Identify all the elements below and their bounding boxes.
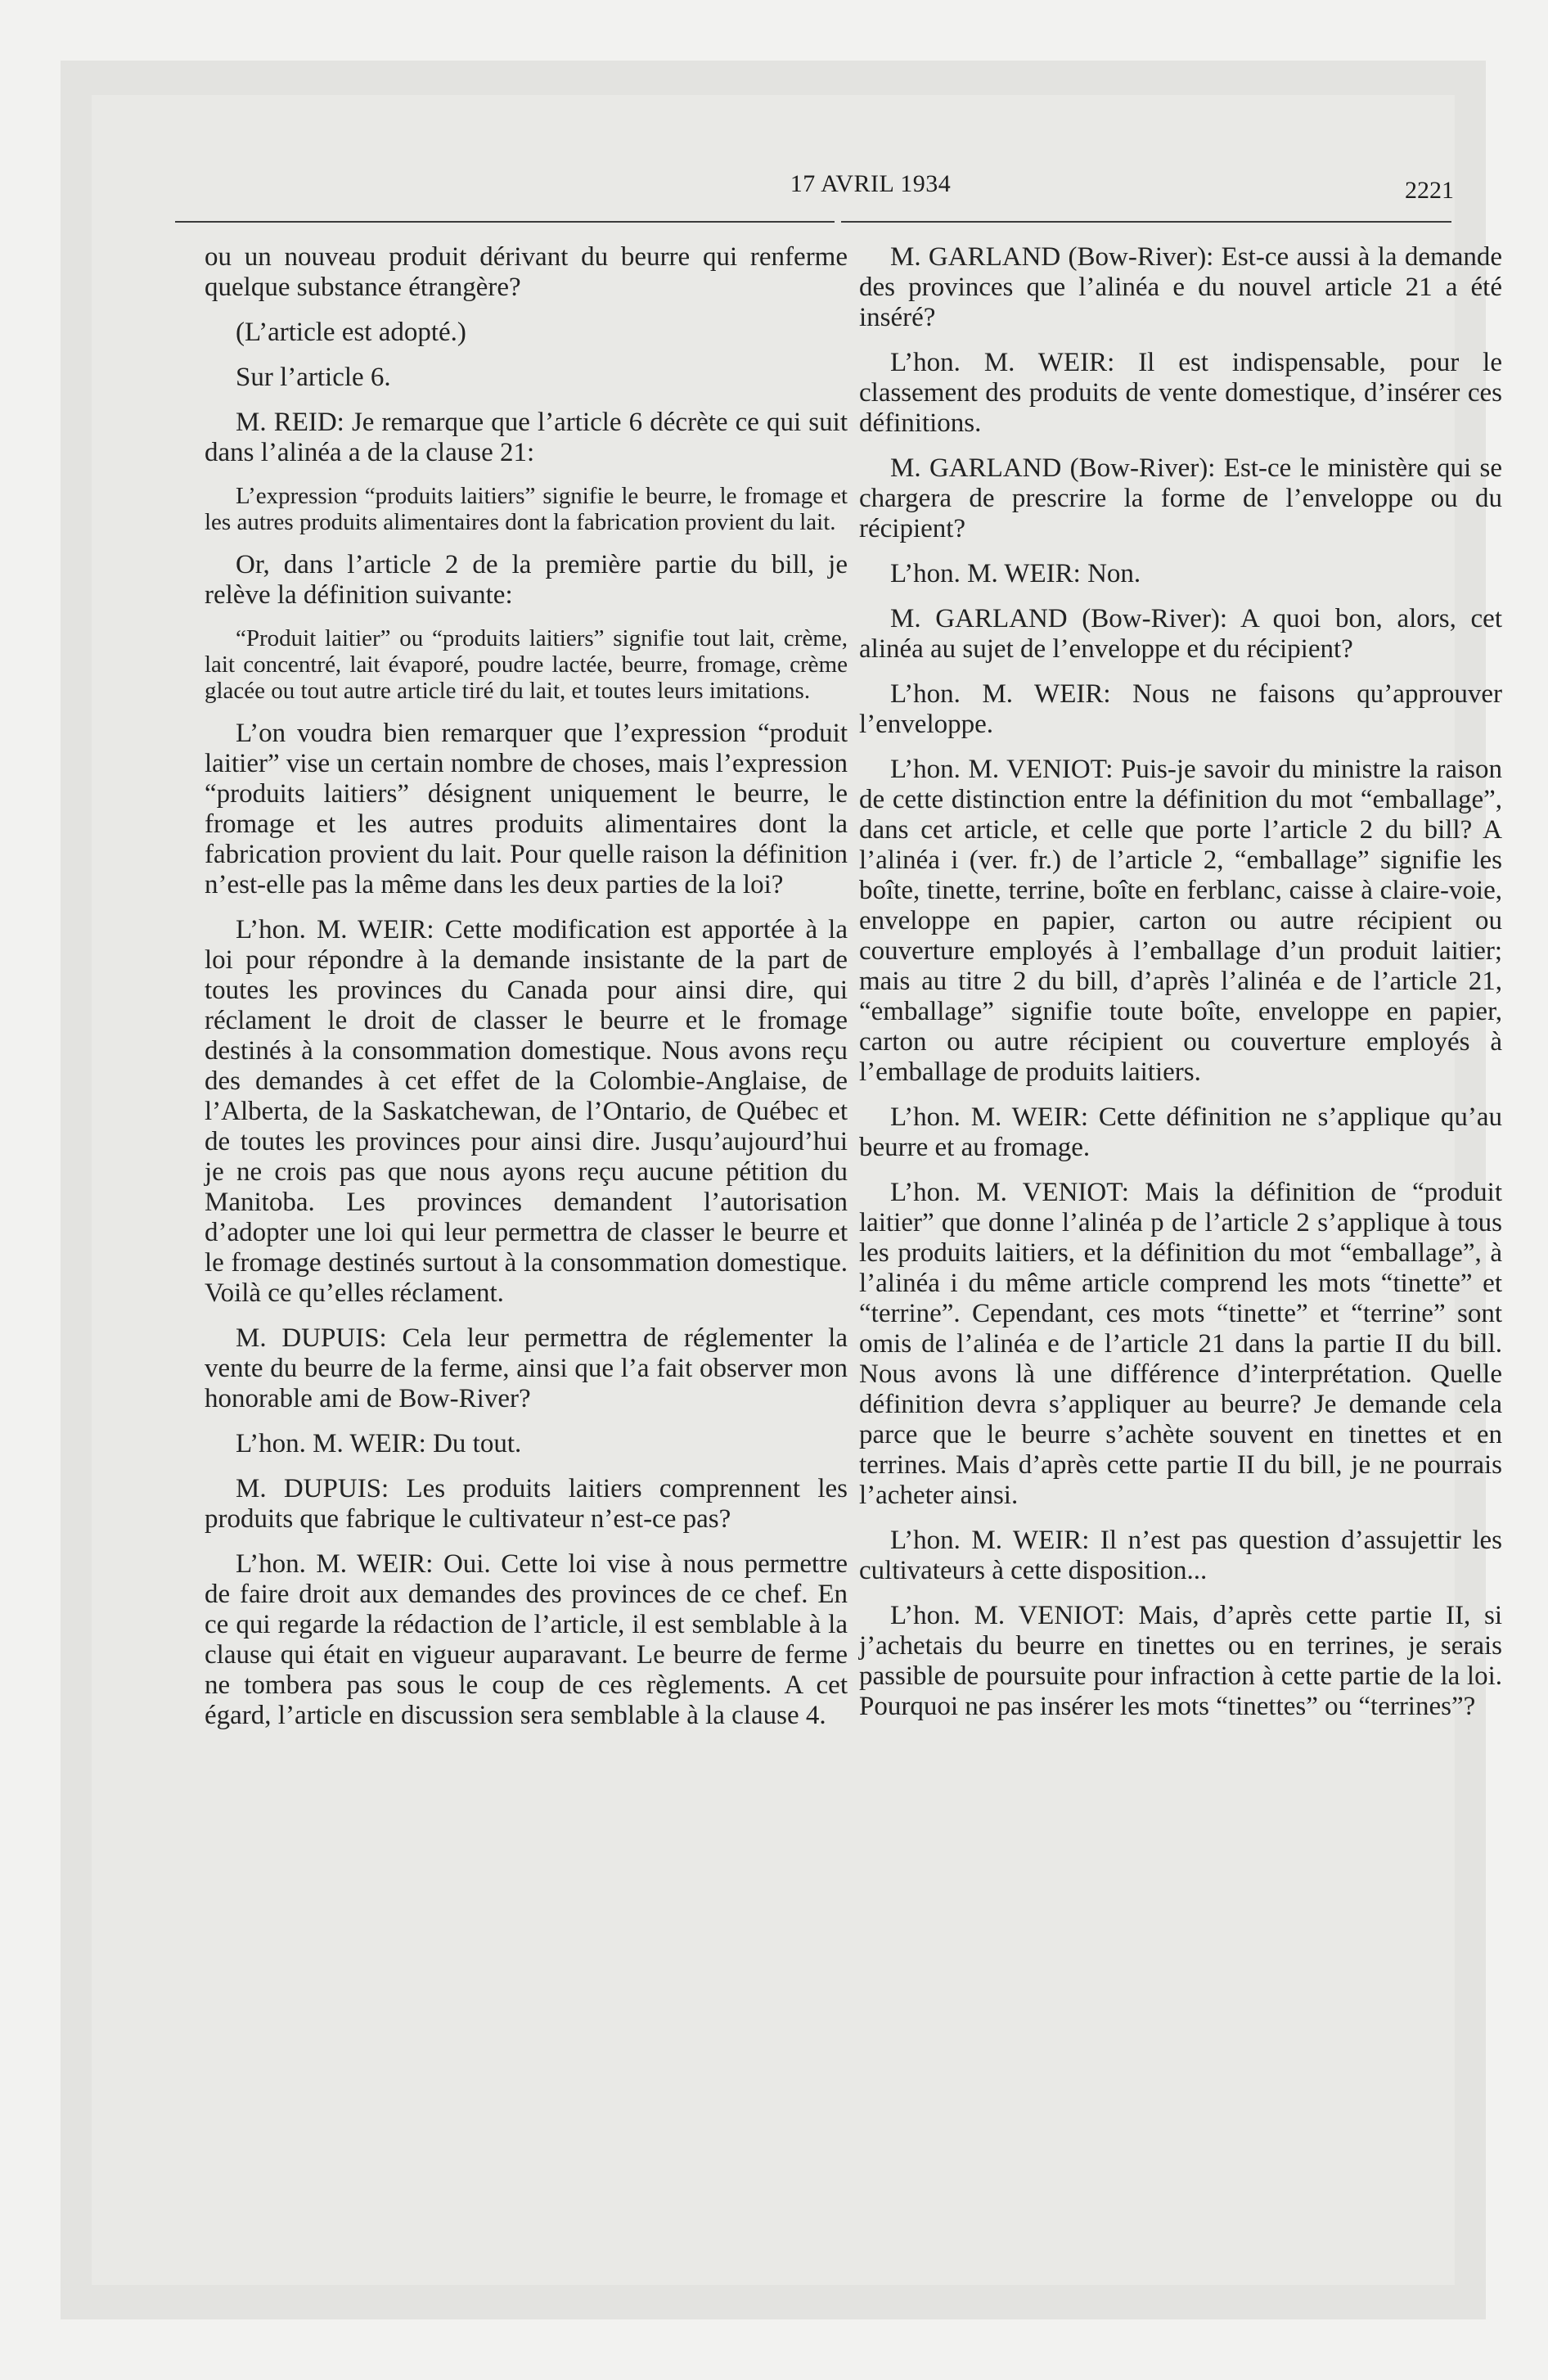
paragraph: M. DUPUIS: Les produits laitiers comprennent les produits que fabrique le cultivateur n’est-ce pas? — [205, 1474, 848, 1534]
paragraph: L’hon. M. WEIR: Non. — [890, 559, 1141, 588]
paragraph: L’hon. M. WEIR: Oui. Cette loi vise à nous permettre de faire droit aux demandes des provinces de ce chef. En ce qui regarde la rédaction de l’article, il est semblable à la clause qui était en vigueur auparavant. Le beurre de ferme ne tombera pas sous le coup de ces règlements. A cet égard, l’article en discussion sera semblable à la clause 4. — [205, 1549, 848, 1730]
paragraph: ou un nouveau produit dérivant du beurre qui renferme quelque substance étrangère? — [205, 242, 848, 302]
header-rule-right — [841, 221, 1451, 223]
left-column — [205, 242, 848, 1746]
page-date: 17 AVRIL 1934 — [790, 170, 952, 197]
paragraph: L’hon. M. WEIR: Du tout. — [236, 1429, 522, 1458]
paragraph: M. DUPUIS: Cela leur permettra de réglementer la vente du beurre de la ferme, ainsi que l’a fait observer mon honorable ami de Bow-River? — [205, 1323, 848, 1413]
right-column — [859, 242, 1502, 1737]
paragraph: L’on voudra bien remarquer que l’expression “produit laitier” vise un certain nombre de choses, mais l’expression “produits laitiers” désignent uniquement le beurre, le fromage et les autres produits alimentaires dont la fabrication provient du lait. Pour quelle raison la définition n’est-elle pas la même dans les deux parties de la loi? — [205, 719, 848, 899]
paragraph: M. GARLAND (Bow-River): Est-ce aussi à la demande des provinces que l’alinéa e du nouvel article 21 a été inséré? — [859, 242, 1502, 332]
paragraph: L’hon. M. WEIR: Cette modification est apportée à la loi pour répondre à la demande insistante de la part de toutes les provinces du Canada pour ainsi dire, qui réclament le droit de classer le beurre et le fromage destinés à la consommation domestique. Nous avons reçu des demandes à cet effet de la Colombie-Anglaise, de l’Alberta, de la Saskatchewan, de l’Ontario, de Québec et de toutes les provinces pour ainsi dire. Jusqu’aujourd’hui je ne crois pas que nous ayons reçu aucune pétition du Manitoba. Les provinces demandent l’autorisation d’adopter une loi qui leur permettra de classer le beurre et le fromage destinés surtout à la consommation domestique. Voilà ce qu’elles réclament. — [205, 915, 848, 1308]
page-number: 2221 — [1405, 177, 1454, 204]
paragraph: L’hon. M. VENIOT: Mais, d’après cette partie II, si j’achetais du beurre en tinettes ou en terrines, je serais passible de poursuite pour infraction à cette partie de la loi. Pourquoi ne pas insérer les mots “tinettes” ou “terrines”? — [859, 1601, 1502, 1721]
quoted-passage: “Produit laitier” ou “produits laitiers” signifie tout lait, crème, lait concentré, lait évaporé, poudre lactée, beurre, fromage, crème glacée ou tout autre article tiré du lait, et toutes leurs imitations. — [205, 625, 848, 704]
paragraph: L’hon. M. WEIR: Nous ne faisons qu’approuver l’enveloppe. — [859, 679, 1502, 739]
paragraph: M. GARLAND (Bow-River): A quoi bon, alors, cet alinéa au sujet de l’enveloppe et du récipient? — [859, 604, 1502, 664]
page — [92, 95, 1502, 2285]
paragraph: L’hon. M. VENIOT: Puis-je savoir du ministre la raison de cette distinction entre la définition du mot “emballage”, dans cet article, et celle que porte l’article 2 du bill? A l’alinéa i (ver. fr.) de l’article 2, “emballage” signifie les boîte, tinette, terrine, boîte en ferblanc, caisse à claire-voie, enveloppe en papier, carton ou autre récipient ou couverture employés à l’emballage d’un produit laitier; mais au titre 2 du bill, d’après l’alinéa e de l’article 21, “emballage” signifie toute boîte, enveloppe en papier, carton ou autre récipient ou couverture employés à l’emballage de produits laitiers. — [859, 755, 1502, 1087]
paragraph: (L’article est adopté.) — [236, 318, 466, 347]
header-rule-left — [175, 221, 835, 223]
paragraph: M. GARLAND (Bow-River): Est-ce le ministère qui se chargera de prescrire la forme de l’enveloppe ou du récipient? — [859, 453, 1502, 543]
paragraph: Sur l’article 6. — [236, 363, 391, 392]
paragraph: L’hon. M. WEIR: Il est indispensable, pour le classement des produits de vente domestique, d’insérer ces définitions. — [859, 348, 1502, 438]
paragraph: Or, dans l’article 2 de la première partie du bill, je relève la définition suivante: — [205, 550, 848, 610]
paragraph: M. REID: Je remarque que l’article 6 décrète ce qui suit dans l’alinéa a de la clause 21: — [205, 408, 848, 467]
paragraph: L’hon. M. WEIR: Cette définition ne s’applique qu’au beurre et au fromage. — [859, 1102, 1502, 1162]
paragraph: L’hon. M. VENIOT: Mais la définition de “produit laitier” que donne l’alinéa p de l’article 2 s’applique à tous les produits laitiers, et la définition du mot “emballage”, à l’alinéa i du même article comprend les mots “tinette” et “terrine”. Cependant, ces mots “tinette” et “terrine” sont omis de l’alinéa e de l’article 21 dans la partie II du bill. Nous avons là une différence d’interprétation. Quelle définition devra s’appliquer au beurre? Je demande cela parce que le beurre s’achète souvent en tinettes et en terrines. Mais d’après cette partie II du bill, je ne pourrais l’acheter ainsi. — [859, 1178, 1502, 1510]
scan-background — [61, 61, 1502, 2319]
paragraph: L’hon. M. WEIR: Il n’est pas question d’assujettir les cultivateurs à cette disposition... — [859, 1526, 1502, 1585]
quoted-passage: L’expression “produits laitiers” signifie le beurre, le fromage et les autres produits alimentaires dont la fabrication provient du lait. — [205, 483, 848, 535]
